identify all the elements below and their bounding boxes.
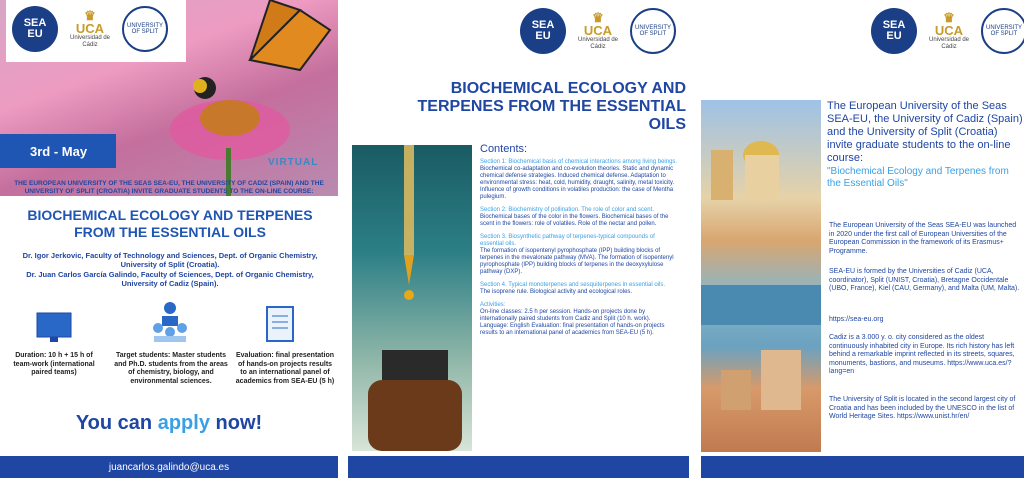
uca-crown-icon: ♛ (943, 10, 955, 25)
sea-eu-link[interactable]: https://sea-eu.org (829, 316, 884, 323)
section-4-body: The isoprene rule. Biological activity and ecological roles. (480, 289, 633, 295)
course-title: BIOCHEMICAL ECOLOGY AND TERPENES FROM THE ESSENTIAL OILS (27, 207, 313, 240)
uca-logo: ♛ UCA Universidad de Cádiz (577, 10, 619, 50)
flyer-panel-2 (348, 0, 689, 478)
course-contents (480, 143, 680, 337)
sea-eu-logo: SEA EU (871, 8, 917, 54)
city-illustration (701, 100, 821, 452)
flyer-panel-3 (701, 0, 1024, 478)
split-paragraph: The University of Split is located in the second largest city of Croatia and has been included by the UNESCO in the list of World Heritage Sites. https://www.unist.hr/en/ (829, 396, 1016, 420)
section-3-heading: Section 3. Biosynthetic pathway of terpenes-typical compounds of essential oils. (480, 234, 655, 247)
logo-box (6, 0, 186, 62)
evaluation-info: Evaluation: final presentation of hands-on projects results to an international panel of academics from SEA-EU (5 h) (235, 352, 335, 385)
sea-eu-logo: SEA EU (12, 6, 58, 52)
activities-heading: Activities: (480, 302, 506, 308)
document-icon (266, 306, 294, 347)
apply-now-heading: You can apply now! (75, 412, 263, 434)
email-link[interactable]: juancarlos.galindo@uca.es (108, 461, 230, 473)
email-bar (0, 456, 338, 478)
footer-bar (348, 456, 689, 478)
section-4-heading: Section 4. Typical monoterpenes and sesquiterpenes in essential oils. (480, 282, 666, 288)
target-info: Target students: Master students and Ph.D. students from the areas of chemistry, biology, and environmental sciences. (114, 352, 228, 385)
activities-body: On-line classes: 2.5 h per session. Hands-on projects done by internationally paired students from Cadiz and Split (10 h. work). Language: English Evaluation: final presentation of hands-on projects results to an international panel of academics from SEA-EU (5 h). (480, 309, 665, 336)
section-2-heading: Section 2: Biochemistry of pollination. The role of color and scent. (480, 207, 654, 213)
students-icon (150, 300, 190, 349)
logo-row (520, 8, 676, 54)
intro-text: The European University of the Seas SEA-EU, the University of Cadiz (Spain) and the University of Split (Croatia) invite graduate students to the on-line course: (827, 100, 1023, 164)
course-quote: "Biochemical Ecology and Terpenes from the Essential Oils" (827, 166, 1009, 189)
sea-eu-paragraph: The European University of the Seas SEA-EU was launched in 2020 under the first call of European Universities of the European Commission in the framework of its Erasmus+ Programme. (829, 222, 1017, 255)
split-logo: UNIVERSITY OF SPLIT (122, 6, 168, 52)
contents-heading: Contents: (480, 143, 528, 155)
split-logo: UNIVERSITY OF SPLIT (981, 8, 1024, 54)
logo-row (871, 8, 1024, 54)
cadiz-paragraph: Cadiz is a 3.000 y. o. city considered as the oldest continuously inhabited city in Europe. Its rich history has left behind a remarkable imprint reflected in its streets, squares, monuments, bastions, and museums. https://www.uca.es/?lang=en (829, 334, 1015, 375)
date-badge: 3rd - May (0, 134, 116, 168)
uca-logo: ♛ UCA Universidad de Cádiz (928, 10, 970, 50)
section-2-body: Biochemical bases of the color in the flowers. Biochemical bases of the scent in the flowers: role of volatiles. Role of the nectar and pollen. (480, 214, 669, 227)
invite-text: THE EUROPEAN UNIVERSITY OF THE SEAS SEA-EU, THE UNIVERSITY OF CADIZ (SPAIN) AND THE UNIVERSITY OF SPLIT (CROATIA) INVITE GRADUATE STUDENTS TO THE ON-LINE COURSE: (14, 180, 324, 195)
sea-eu-logo: SEA EU (520, 8, 566, 54)
uca-crown-icon: ♛ (84, 8, 96, 23)
duration-info: Duration: 10 h + 15 h of team-work (international paired teams) (13, 352, 95, 376)
members-paragraph: SEA-EU is formed by the Universities of Cadiz (UCA, coordinator), Split (UNIST, Croatia), Bretagne Occidentale (UBO, France), Kiel (CAU, Germany), and Malta (UM, Malta). (829, 268, 1020, 292)
footer-bar (701, 456, 1024, 478)
course-title: BIOCHEMICAL ECOLOGY AND TERPENES FROM THE ESSENTIAL OILS (417, 80, 686, 133)
essential-oil-bottle-photo (352, 145, 472, 451)
uca-crown-icon: ♛ (592, 10, 604, 25)
logo-row (12, 6, 168, 52)
flyer-panel-1 (0, 0, 338, 478)
dropper-bottle-illustration (352, 145, 472, 451)
section-1-heading: Section 1: Biochemical basis of chemical interactions among living beings. (480, 159, 678, 165)
professor-1: Dr. Igor Jerkovic, Faculty of Technology and Sciences, Dept. of Organic Chemistry, University of Split (Croatia). (22, 251, 318, 269)
section-1-body: Biochemical co-adaptation and co-evolution theories. Static and dynamic chemical defense strategies. Induced chemical defense. Adaptation to environmental stress: heat, cold, humidity, draught, salinity, metal toxicity. Influence of growth conditions in volatiles production: the case of Mentha pulegium. (480, 166, 675, 200)
split-logo: UNIVERSITY OF SPLIT (630, 8, 676, 54)
professor-2: Dr. Juan Carlos García Galindo, Faculty of Sciences, Dept. of Organic Chemistry, University of Cadiz (Spain). (26, 270, 314, 288)
uca-logo: ♛ UCA Universidad de Cádiz (69, 8, 111, 48)
city-collage-photo (701, 100, 821, 452)
section-3-body: The formation of isopentenyl pyrophosphate (IPP) building blocks of terpenes in the mevalonate pathway (MVA). The formation of isopentenyl pyrophosphate (IPP) building blocks of terpenes in the deoxyxylulose pathway (DXP). (480, 248, 674, 275)
virtual-label: VIRTUAL (268, 157, 319, 168)
monitor-icon (36, 312, 72, 349)
